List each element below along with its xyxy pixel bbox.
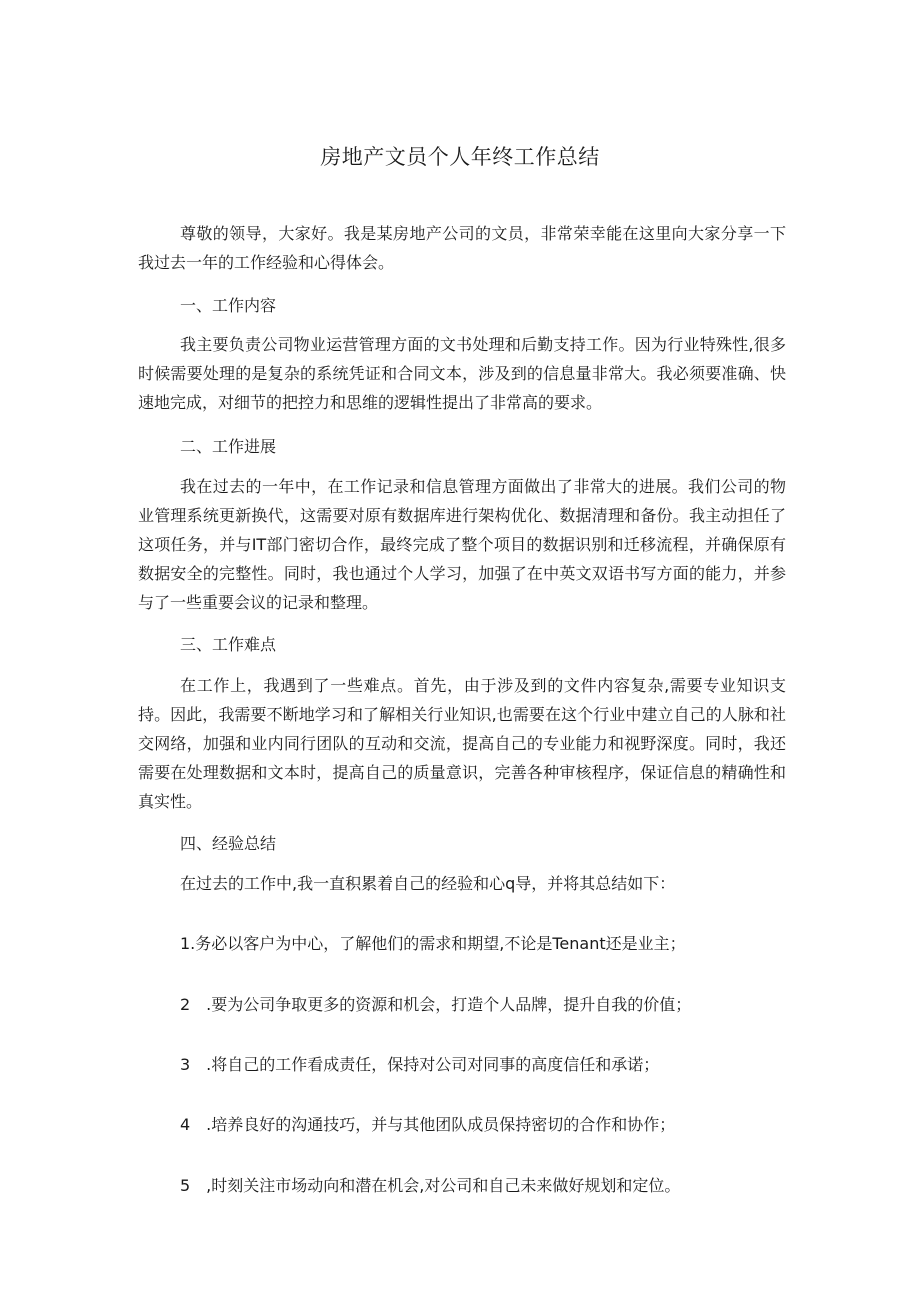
section-body-work-progress: 我在过去的一年中，在工作记录和信息管理方面做出了非常大的进展。我们公司的物业管理系统更新换代，这需要对原有数据库进行架构优化、数据清理和备份。我主动担任了这项任务，并与IT部门密切合作，最终完成了整个项目的数据识别和迁移流程，并确保原有数据安全的完整性。同时，我也通过个人学习，加强了在中英文双语书写方面的能力，并参与了一些重要会议的记录和整理。 bbox=[138, 477, 786, 612]
intro-paragraph: 尊敬的领导，大家好。我是某房地产公司的文员，非常荣幸能在这里向大家分享一下我过去一年的工作经验和心得体会。 bbox=[138, 224, 786, 272]
list-item: 1.务必以客户为中心，了解他们的需求和期望,不论是Tenant还是业主； bbox=[180, 934, 686, 953]
list-item: 3 .将自己的工作看成责任，保持对公司对同事的高度信任和承诺； bbox=[180, 1055, 660, 1074]
list-item: 2 .要为公司争取更多的资源和机会，打造个人品牌，提升自我的价值； bbox=[180, 995, 692, 1014]
section-heading-experience-summary: 四、经验总结 bbox=[180, 834, 277, 853]
section-heading-work-content: 一、工作内容 bbox=[180, 296, 277, 315]
list-item: 5 ,时刻关注市场动向和潜在机会,对公司和自己未来做好规划和定位。 bbox=[180, 1176, 681, 1195]
list-item: 4 .培养良好的沟通技巧，并与其他团队成员保持密切的合作和协作； bbox=[180, 1115, 676, 1134]
section-body-experience-summary: 在过去的工作中,我一直积累着自己的经验和心q导，并将其总结如下： bbox=[180, 874, 676, 893]
document-title: 房地产文员个人年终工作总结 bbox=[320, 145, 600, 169]
section-body-work-content: 我主要负责公司物业运营管理方面的文书处理和后勤支持工作。因为行业特殊性,很多时候需要处理的是复杂的系统凭证和合同文本，涉及到的信息量非常大。我必须要准确、快速地完成，对细节的把控力和思维的逻辑性提出了非常高的要求。 bbox=[138, 335, 786, 412]
section-heading-work-progress: 二、工作进展 bbox=[180, 437, 277, 456]
section-body-work-difficulties: 在工作上，我遇到了一些难点。首先，由于涉及到的文件内容复杂,需要专业知识支持。因此，我需要不断地学习和了解相关行业知识,也需要在这个行业中建立自己的人脉和社交网络，加强和业内同行团队的互动和交流，提高自己的专业能力和视野深度。同时，我还需要在处理数据和文本时，提高自己的质量意识，完善各种审核程序，保证信息的精确性和真实性。 bbox=[138, 676, 786, 811]
section-heading-work-difficulties: 三、工作难点 bbox=[180, 635, 277, 654]
